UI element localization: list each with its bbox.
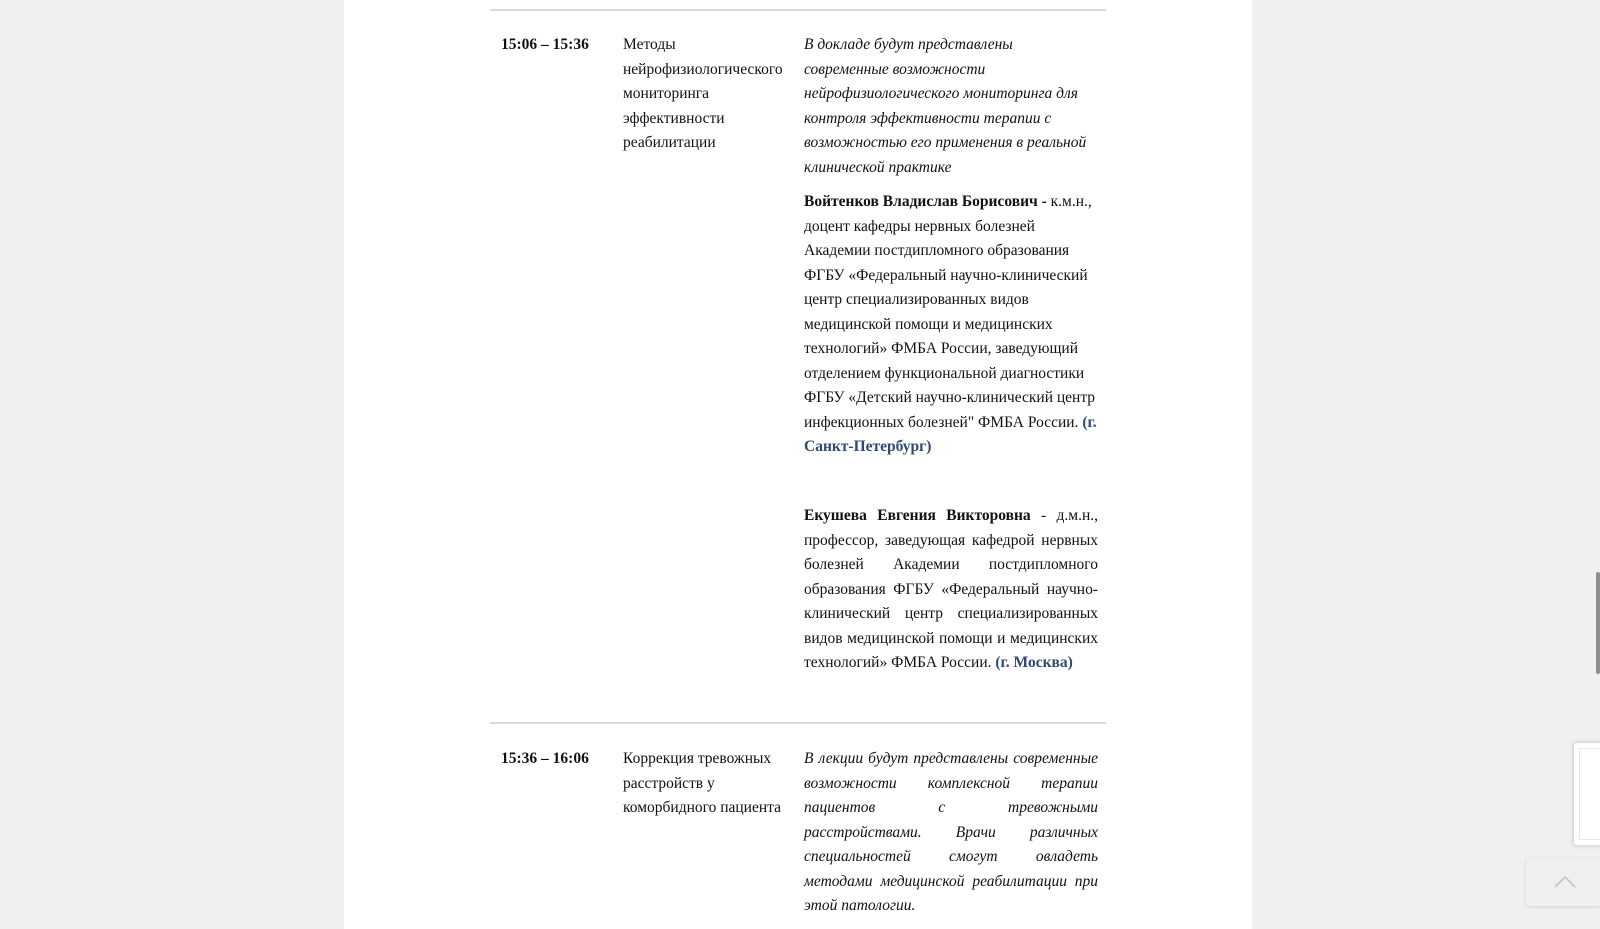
session-description: В докладе будут представлены современные возможности нейрофизиологического мониторинга для контроля эффективности терапии с возможностью его применения в реальной клинической практике bbox=[804, 36, 1087, 176]
speaker-bio bbox=[804, 190, 1098, 460]
program-content bbox=[344, 0, 1252, 929]
session-description: В лекции будут представлены современные возможности комплексной терапии пациентов с тревожными расстройствами. Врачи различных специальностей смогут овладеть методами медицинской реабилитации при этой патологии. bbox=[804, 750, 1098, 914]
session-time: 15:36 – 16:06 bbox=[501, 750, 589, 767]
speaker-name: Войтенков Владислав Борисович - bbox=[804, 193, 1047, 210]
speaker-name: Екушева Евгения Викторовна bbox=[804, 507, 1031, 524]
side-widget-frame bbox=[1579, 748, 1600, 840]
chevron-up-icon bbox=[1553, 871, 1577, 893]
row-divider bbox=[490, 722, 1106, 724]
session-time: 15:06 – 15:36 bbox=[501, 36, 589, 53]
speaker-city: (г. Санкт-Петербург) bbox=[804, 413, 1097, 455]
session-title: Коррекция тревожных расстройств у коморбидного пациента bbox=[623, 750, 781, 816]
session-title: Методы нейрофизиологического мониторинга эффективности реабилитации bbox=[623, 36, 783, 151]
speaker-city: (г. Москва) bbox=[995, 654, 1073, 671]
scrollbar-thumb[interactable] bbox=[1596, 572, 1600, 674]
row-divider bbox=[490, 9, 1106, 11]
speaker-bio bbox=[804, 504, 1098, 676]
scroll-to-top-button[interactable] bbox=[1526, 858, 1600, 906]
speaker-credentials: - д.м.н., профессор, заведующая кафедрой нервных болезней Академии постдипломного образования ФГБУ «Федеральный научно-клинический центр специализированных видов медицинской помощи и медицинских технологий» ФМБА России. bbox=[804, 507, 1099, 671]
speaker-credentials: к.м.н., доцент кафедры нервных болезней Академии постдипломного образования ФГБУ «Федеральный научно-клинический центр специализированных видов медицинской помощи и медицинских технологий» ФМБА России, заведующий отделением функциональной диагностики ФГБУ «Детский научно-клинический центр инфекционных болезней" ФМБА России. bbox=[804, 193, 1096, 431]
side-widget[interactable] bbox=[1573, 742, 1600, 846]
